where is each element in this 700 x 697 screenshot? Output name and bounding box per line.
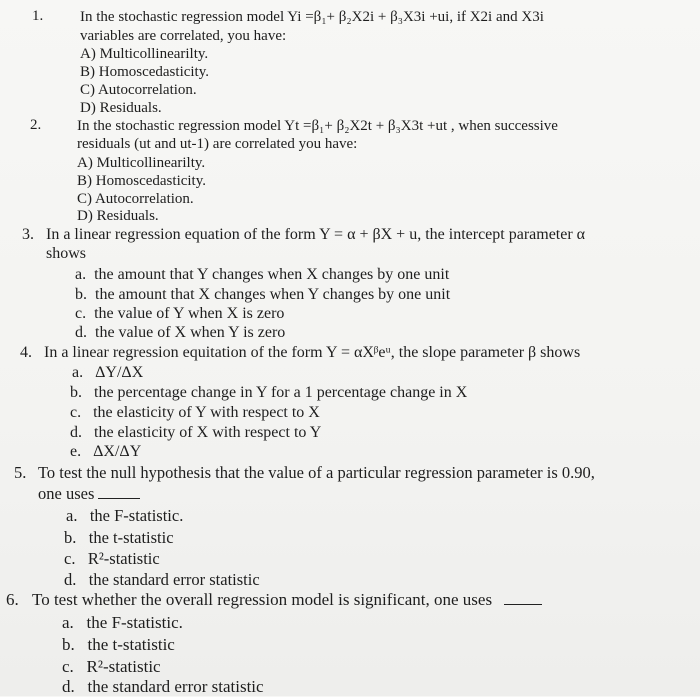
option-d: d. the value of X when Y is zero <box>75 324 286 341</box>
option-d: d. the elasticity of X with respect to Y <box>70 424 322 441</box>
option-c: C) Autocorrelation. <box>80 82 197 98</box>
option-d: D) Residuals. <box>77 208 159 224</box>
question-text-line: In a linear regression equation of the form Y = α + βX + u, the intercept parameter α <box>46 226 586 243</box>
question-number: 1. <box>32 8 44 24</box>
question-number: 2. <box>30 117 42 133</box>
option-e: e. ΔX/ΔY <box>70 443 142 460</box>
question-text-line: To test the null hypothesis that the value of a particular regression parameter is 0.90, <box>38 463 595 482</box>
option-c: c. the value of Y when X is zero <box>75 305 285 322</box>
question-number: 6. <box>6 590 19 609</box>
question-number: 5. <box>14 463 27 482</box>
answer-blank <box>504 604 542 605</box>
question-number: 3. <box>22 226 34 243</box>
question-text-line: residuals (ut and ut-1) are correlated you have: <box>77 136 358 152</box>
option-a: a. the F-statistic. <box>62 613 183 632</box>
option-a: a. ΔY/ΔX <box>72 364 144 381</box>
question-text-line: one uses <box>38 484 140 504</box>
question-number: 4. <box>20 344 32 361</box>
option-c: c. R²-statistic <box>62 657 161 676</box>
answer-blank <box>98 498 140 499</box>
option-b: B) Homoscedasticity. <box>77 173 207 189</box>
option-b: B) Homoscedasticity. <box>80 64 210 80</box>
option-b: b. the t-statistic <box>64 528 174 547</box>
question-text-line: variables are correlated, you have: <box>80 28 287 44</box>
option-a: a. the amount that Y changes when X changes by one unit <box>75 266 450 283</box>
question-text-line: To test whether the overall regression model is significant, one uses <box>32 590 542 610</box>
option-c: C) Autocorrelation. <box>77 191 194 207</box>
question-text-line: In the stochastic regression model Yi =β₁+ β₂X2i + β₃X3i +ui, if X2i and X3i <box>80 9 544 25</box>
option-d: d. the standard error statistic <box>62 677 264 696</box>
option-a: A) Multicollinearilty. <box>80 46 209 62</box>
question-text-line: In the stochastic regression model Yt =β₁+ β₂X2t + β₃X3t +ut , when successive <box>77 118 558 134</box>
option-b: b. the amount that X changes when Y changes by one unit <box>75 286 451 303</box>
option-d: D) Residuals. <box>80 100 162 116</box>
option-a: a. the F-statistic. <box>66 506 184 525</box>
option-b: b. the percentage change in Y for a 1 percentage change in X <box>70 384 468 401</box>
question-text-line: shows <box>46 245 87 262</box>
option-c: c. the elasticity of Y with respect to X <box>70 404 320 421</box>
option-c: c. R²-statistic <box>64 549 160 568</box>
option-b: b. the t-statistic <box>62 635 175 654</box>
option-a: A) Multicollinearilty. <box>77 155 206 171</box>
option-d: d. the standard error statistic <box>64 570 260 589</box>
question-text-line: In a linear regression equitation of the form Y = αXᵝeᵘ, the slope parameter β shows <box>44 344 581 361</box>
